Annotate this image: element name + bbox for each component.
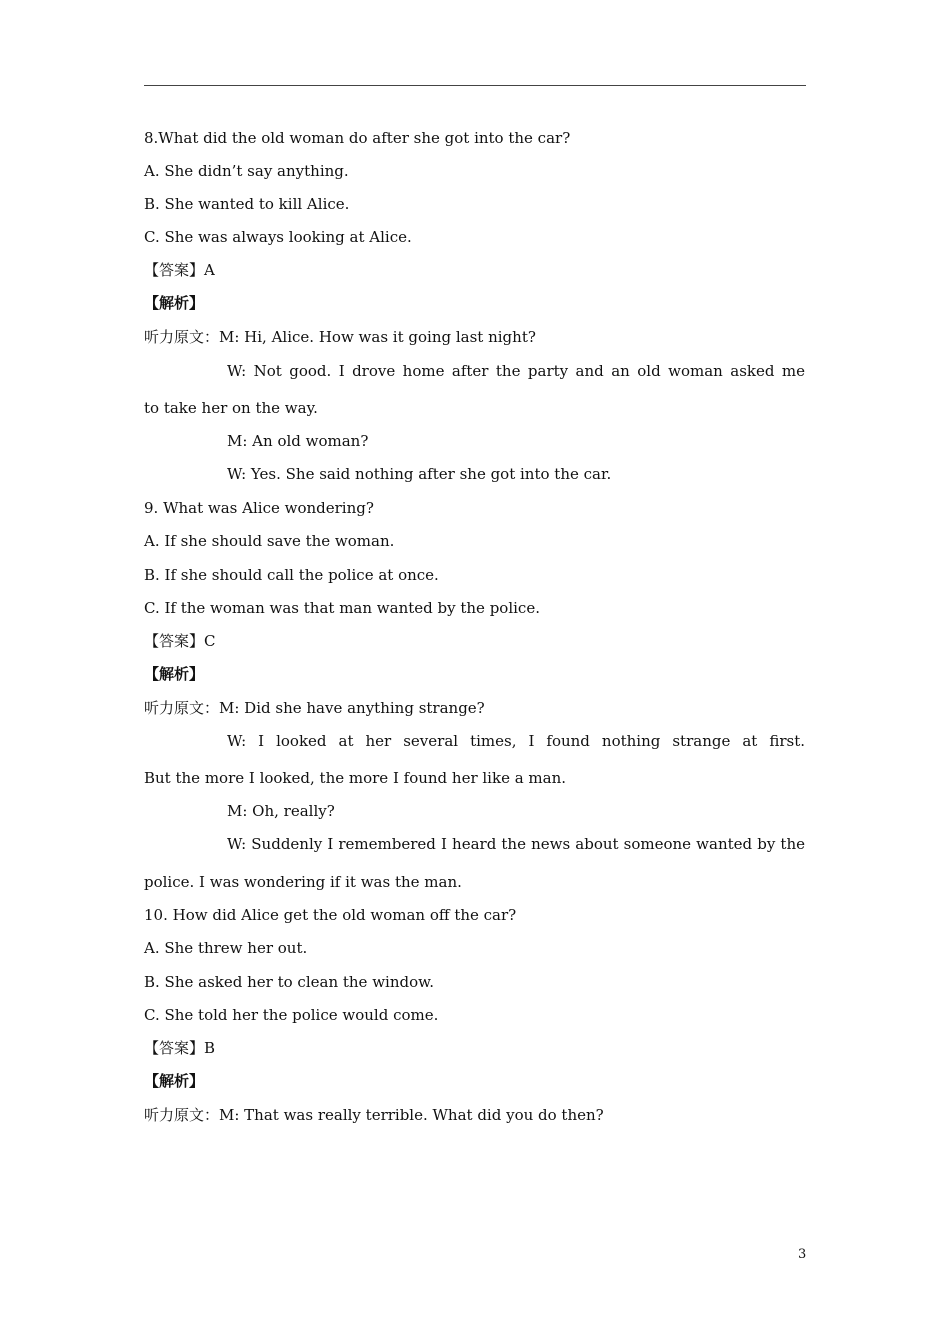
q10-option-b: B. She asked her to clean the window. [144, 973, 434, 991]
q8-answer: 【答案】A [144, 261, 215, 279]
page-number: 3 [798, 1247, 807, 1262]
q8-option-b: B. She wanted to kill Alice. [144, 195, 350, 213]
question-10: 10. How did Alice get the old woman off the car? [144, 906, 517, 924]
q8-transcript-line: W: Not good. I drove home after the party and an old woman asked me [227, 362, 805, 380]
q10-analysis-label: 【解析】 [144, 1072, 205, 1090]
q8-transcript-line: to take her on the way. [144, 399, 318, 417]
q9-transcript-line: M: Oh, really? [227, 802, 335, 820]
q9-transcript-line: But the more I looked, the more I found her like a man. [144, 769, 567, 787]
q10-option-a: A. She threw her out. [144, 939, 308, 957]
q9-option-b: B. If she should call the police at once. [144, 566, 439, 584]
q9-transcript-line: W: Suddenly I remembered I heard the news about someone wanted by the [227, 835, 805, 853]
q9-analysis-label: 【解析】 [144, 665, 205, 683]
question-8: 8.What did the old woman do after she got into the car? [144, 129, 571, 147]
q8-option-a: A. She didn’t say anything. [144, 162, 349, 180]
header-rule [144, 85, 806, 86]
q10-transcript-line: 听力原文：M: That was really terrible. What did you do then? [144, 1106, 604, 1124]
q9-transcript-line: 听力原文：M: Did she have anything strange? [144, 699, 485, 717]
question-9: 9. What was Alice wondering? [144, 499, 374, 517]
q8-transcript-line: 听力原文：M: Hi, Alice. How was it going last night? [144, 328, 536, 346]
q9-transcript-line: W: I looked at her several times, I found nothing strange at first. [227, 732, 805, 750]
q8-analysis-label: 【解析】 [144, 294, 205, 312]
q9-option-a: A. If she should save the woman. [144, 532, 395, 550]
q9-option-c: C. If the woman was that man wanted by the police. [144, 599, 540, 617]
q8-option-c: C. She was always looking at Alice. [144, 228, 412, 246]
q8-transcript-line: W: Yes. She said nothing after she got into the car. [227, 465, 612, 483]
q8-transcript-line: M: An old woman? [227, 432, 369, 450]
q10-answer: 【答案】B [144, 1039, 216, 1057]
q9-transcript-line: police. I was wondering if it was the man. [144, 873, 462, 891]
q9-answer: 【答案】C [144, 632, 216, 650]
q10-option-c: C. She told her the police would come. [144, 1006, 439, 1024]
